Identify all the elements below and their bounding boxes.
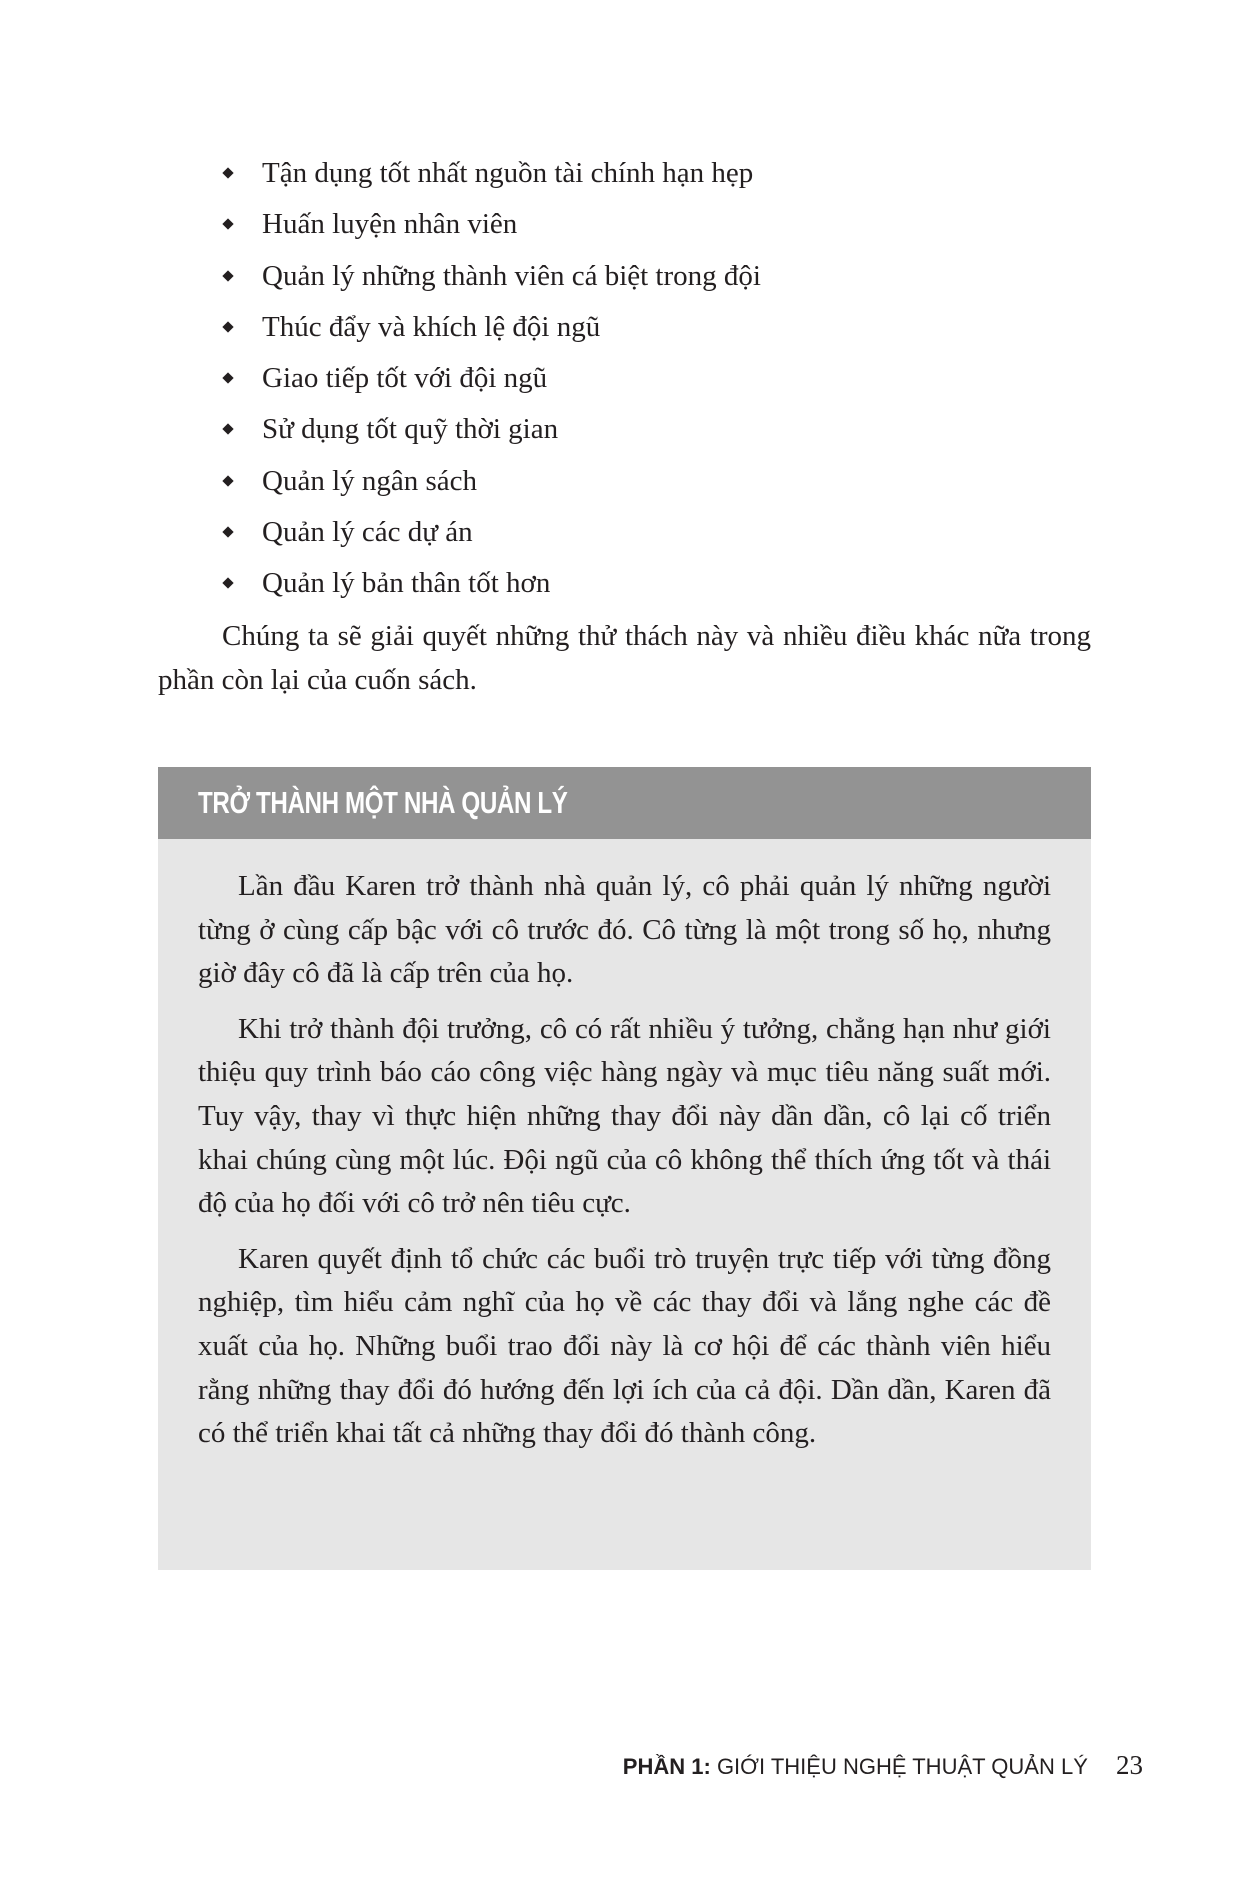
list-item-text: Thúc đẩy và khích lệ đội ngũ: [262, 310, 601, 343]
box-paragraph: Lần đầu Karen trở thành nhà quản lý, cô phải quản lý những người từng ở cùng cấp bậc với cô trước đó. Cô từng là một trong số họ, nhưng giờ đây cô đã là cấp trên của họ.: [198, 870, 1051, 990]
list-item-text: Tận dụng tốt nhất nguồn tài chính hạn hẹp: [262, 157, 754, 189]
box-paragraph: Khi trở thành đội trưởng, cô có rất nhiều ý tưởng, chẳng hạn như giới thiệu quy trình báo cáo công việc hàng ngày và mục tiêu năng suất mới. Tuy vậy, thay vì thực hiện những thay đổi này dần dần, cô lại cố triển khai chúng cùng một lúc. Đội ngũ của cô không thể thích ứng tốt và thái độ của họ đối với cô trở nên tiêu cực.: [198, 1012, 1051, 1220]
list-item: [222, 148, 1082, 199]
list-item-text: Quản lý ngân sách: [262, 464, 478, 497]
diamond-bullet-icon: [222, 424, 233, 435]
list-item: [222, 353, 1082, 404]
box-paragraph: Karen quyết định tổ chức các buổi trò truyện trực tiếp với từng đồng nghiệp, tìm hiểu cảm nghĩ của họ về các thay đổi và lắng nghe các đề xuất của họ. Những buổi trao đổi này là cơ hội để các thành viên hiểu rằng những thay đổi đó hướng đến lợi ích của cả đội. Dần dần, Karen đã có thể triển khai tất cả những thay đổi đó thành công.: [198, 1242, 1051, 1450]
diamond-bullet-icon: [222, 321, 233, 332]
box-header: [158, 767, 1091, 839]
box-title: TRỞ THÀNH MỘT NHÀ QUẢN LÝ: [198, 785, 568, 820]
list-item-text: Giao tiếp tốt với đội ngũ: [262, 362, 548, 395]
diamond-bullet-icon: [222, 475, 233, 486]
list-item: [222, 558, 1082, 609]
bullet-list: [222, 148, 1082, 610]
list-item: [222, 199, 1082, 250]
diamond-bullet-icon: [222, 167, 233, 178]
diamond-bullet-icon: [222, 373, 233, 384]
list-item: [222, 507, 1082, 558]
list-item-text: Quản lý những thành viên cá biệt trong đội: [262, 259, 761, 292]
list-item: [222, 456, 1082, 507]
box-body: [158, 839, 1091, 1456]
list-item-text: Quản lý bản thân tốt hơn: [262, 567, 551, 600]
case-study-box: [158, 767, 1091, 1570]
diamond-bullet-icon: [222, 219, 233, 230]
list-item: [222, 251, 1082, 302]
list-item-text: Huấn luyện nhân viên: [262, 208, 518, 241]
list-item-text: Quản lý các dự án: [262, 516, 473, 549]
diamond-bullet-icon: [222, 578, 233, 589]
page-number: 23: [1116, 1750, 1143, 1780]
intro-paragraph: Chúng ta sẽ giải quyết những thử thách này và nhiều điều khác nữa trong phần còn lại của cuốn sách.: [158, 620, 1091, 696]
page-footer: [623, 1750, 1143, 1781]
diamond-bullet-icon: [222, 270, 233, 281]
list-item-text: Sử dụng tốt quỹ thời gian: [262, 413, 559, 446]
diamond-bullet-icon: [222, 526, 233, 537]
part-title: GIỚI THIỆU NGHỆ THUẬT QUẢN LÝ: [716, 1754, 1088, 1779]
list-item: [222, 404, 1082, 455]
list-item: [222, 302, 1082, 353]
part-label: PHẦN 1:: [622, 1754, 711, 1779]
